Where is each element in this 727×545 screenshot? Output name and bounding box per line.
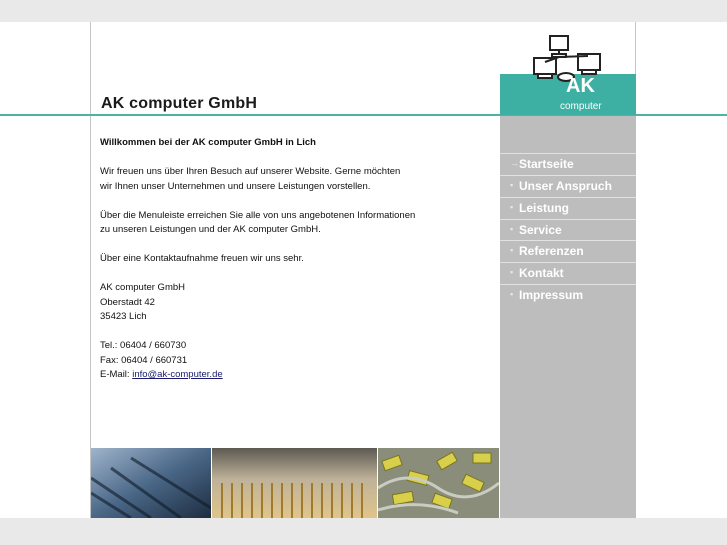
nav-item-referenzen[interactable]	[500, 240, 636, 261]
square-bullet-icon: ▪	[510, 267, 514, 277]
nav-item-label: Service	[519, 223, 562, 237]
laptop-photo	[91, 448, 211, 518]
logo-sub-text: computer	[560, 101, 602, 112]
square-bullet-icon: ▪	[510, 289, 514, 299]
photo-strip	[91, 448, 499, 518]
nav-item-unser-anspruch[interactable]	[500, 175, 636, 196]
nav-item-service[interactable]	[500, 219, 636, 240]
address-line: Oberstadt 42	[100, 296, 155, 308]
menu-text: Über die Menuleiste erreichen Sie alle von uns angebotenen Informationen	[100, 209, 416, 221]
intro-text: Wir freuen uns über Ihren Besuch auf unserer Website. Gerne möchten	[100, 166, 401, 177]
phone-line: Tel.: 06404 / 660730	[100, 340, 187, 351]
arrow-icon: →	[510, 158, 519, 168]
square-bullet-icon: ▪	[510, 180, 514, 190]
nav-item-startseite[interactable]	[500, 153, 636, 174]
contact-note: Über eine Kontaktaufnahme freuen wir uns sehr.	[100, 253, 304, 264]
logo-ak-text: AK	[566, 75, 595, 97]
address-line: 35423 Lich	[100, 311, 147, 322]
square-bullet-icon: ▪	[510, 224, 514, 234]
email-line	[100, 368, 490, 383]
menu-text: zu unseren Leistungen und der AK computer GmbH.	[100, 224, 321, 235]
nav-item-label: Kontakt	[519, 266, 564, 280]
nav-item-impressum[interactable]	[500, 284, 636, 305]
cpu-pins-photo	[212, 448, 377, 518]
intro-text: wir Ihnen unser Unternehmen und unsere Leistungen vorstellen.	[100, 180, 371, 192]
email-label: E-Mail:	[100, 369, 133, 380]
nav-item-label: Startseite	[519, 157, 574, 171]
nav-item-label: Referenzen	[519, 244, 584, 258]
brand-title: AK computer GmbH	[101, 95, 258, 112]
email-link[interactable]: info@ak-computer.de	[132, 369, 223, 380]
square-bullet-icon: ▪	[510, 202, 514, 212]
address-line: AK computer GmbH	[100, 282, 185, 293]
page-heading: Willkommen bei der AK computer GmbH in Lich	[100, 137, 316, 148]
nav-item-label: Impressum	[519, 288, 584, 302]
nav-item-leistung[interactable]	[500, 197, 636, 218]
fax-line: Fax: 06404 / 660731	[100, 354, 188, 366]
nav-item-kontakt[interactable]	[500, 262, 636, 283]
nav-item-label: Leistung	[519, 201, 569, 215]
main-content	[100, 136, 490, 383]
network-cables-photo	[378, 448, 499, 518]
bottom-band	[0, 518, 727, 545]
square-bullet-icon: ▪	[510, 245, 514, 255]
nav-item-label: Unser Anspruch	[519, 179, 612, 193]
